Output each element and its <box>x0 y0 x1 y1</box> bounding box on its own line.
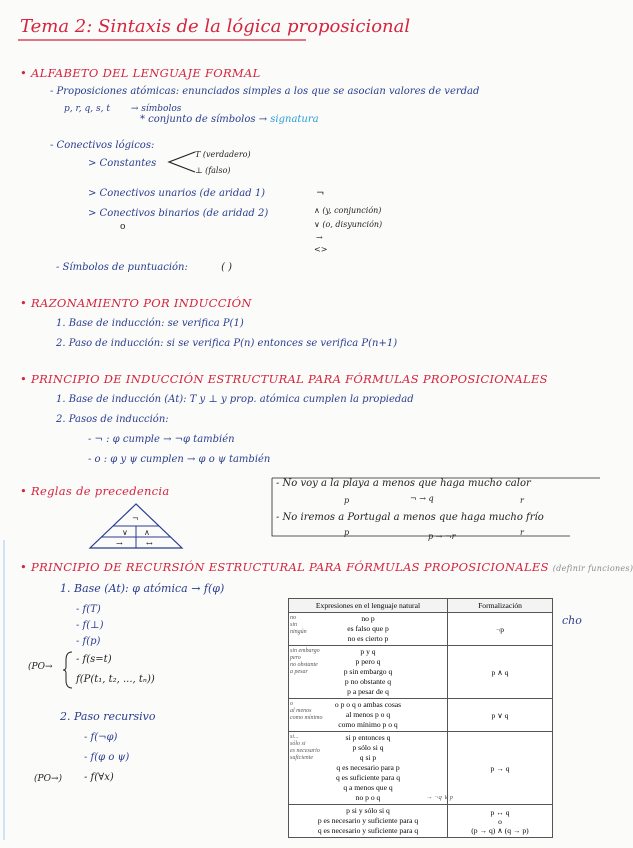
form-line: (p → q) ∧ (q → p) <box>471 825 529 835</box>
recursion-paso: 2. Paso recursivo <box>60 710 156 723</box>
expr-line: p es necesario y suficiente para q <box>317 816 419 825</box>
bullet: • <box>20 296 32 310</box>
table-row <box>289 699 553 732</box>
side-note: cho <box>562 614 582 627</box>
binarios-line: > Conectivos binarios (de aridad 2) <box>88 208 269 219</box>
expr-line: como mínimo p o q <box>338 720 398 729</box>
expr-line: no es cierto p <box>347 634 389 643</box>
expr-line: q es necesario para p <box>336 763 400 772</box>
puntuacion-sym: ( ) <box>221 262 233 273</box>
expr-cell <box>289 646 448 699</box>
bullet: • <box>20 560 32 574</box>
simbolos: → símbolos <box>130 104 182 114</box>
heading-precedencia-text: Reglas de precedencia <box>31 484 170 498</box>
proposiciones-line: - Proposiciones atómicas: enunciados simples a los que se asocian valores de verdad <box>50 86 480 97</box>
note-line: a pesar <box>290 669 308 675</box>
expr-line: q a menos que q <box>343 783 393 792</box>
bin-and: ∧ (y, conjunción) <box>314 206 382 215</box>
col-header-expr: Expresiones en el lenguaje natural <box>289 599 448 613</box>
expr-cell <box>289 805 448 838</box>
estructural-base: 1. Base de inducción (At): T y ⊥ y prop. atómica cumplen la propiedad <box>56 394 414 405</box>
note-line: si... <box>290 734 299 740</box>
expr-line: p sólo si q <box>352 743 384 752</box>
note-line: al menos <box>290 708 312 714</box>
signatura: signatura <box>270 114 319 125</box>
induccion-paso: 2. Paso de inducción: si se verifica P(n) entonces se verifica P(n+1) <box>56 338 398 349</box>
heading-estructural <box>20 372 548 386</box>
note-line: sólo si <box>290 741 306 747</box>
heading-recursion <box>20 560 633 574</box>
title-underline <box>18 38 308 42</box>
heading-precedencia <box>20 484 170 498</box>
expr-line: p pero q <box>355 657 381 666</box>
note-line: como mínimo <box>290 715 323 721</box>
rec-paso-1: - f(φ o ψ) <box>84 752 130 763</box>
note-line: no <box>290 615 296 621</box>
expr-line: si p entonces q <box>345 733 391 742</box>
recursion-base: 1. Base (At): φ atómica → f(φ) <box>60 582 225 595</box>
estructural-bin: - o : φ y ψ cumplen → φ o ψ también <box>88 454 271 465</box>
rec-item-4: f(P(t₁, t₂, ..., tₙ)) <box>76 674 155 685</box>
po2-label: (PO→) <box>34 774 62 784</box>
po-label: (PO→ <box>28 662 53 672</box>
example-2: - No iremos a Portugal a menos que haga mucho frío <box>276 512 544 523</box>
table-row <box>289 732 553 805</box>
form-cell: ¬p <box>448 613 553 646</box>
estructural-neg: - ¬ : φ cumple → ¬φ también <box>88 434 235 445</box>
pyr-or: ∨ <box>122 528 128 537</box>
note-line: suficiente <box>290 755 313 761</box>
const-top-text: T (verdadero) <box>195 150 251 159</box>
table-row <box>289 646 553 699</box>
pyr-imp: → <box>116 539 123 548</box>
const-top <box>195 150 251 159</box>
vars-line <box>64 104 181 114</box>
rec-item-2: - f(p) <box>76 636 101 647</box>
const-bot <box>195 166 231 175</box>
expr-line: es falso que p <box>347 624 389 633</box>
note-line: sin embargo <box>290 648 320 654</box>
col-header-form: Formalización <box>448 599 553 613</box>
ex1-r: r <box>520 496 524 505</box>
bullet: • <box>20 484 32 498</box>
form-cell <box>448 805 553 838</box>
rec-item-1: - f(⊥) <box>76 620 104 631</box>
conjunto-line <box>140 114 319 125</box>
estructural-pasos: 2. Pasos de inducción: <box>56 414 169 425</box>
note-line: pero <box>290 655 301 661</box>
expr-line: no p <box>361 614 375 623</box>
table-row <box>289 805 553 838</box>
expr-cell <box>289 732 453 805</box>
heading-alfabeto-text: ALFABETO DEL LENGUAJE FORMAL <box>31 66 261 80</box>
bullet: • <box>20 66 32 80</box>
pyr-iff: ↔ <box>146 539 153 548</box>
ex2-p: p <box>344 528 350 537</box>
conjunto: * conjunto de símbolos → <box>140 114 271 125</box>
rec-item-3: - f(s=t) <box>76 654 112 665</box>
expr-line: o p o q o ambas cosas <box>334 700 402 709</box>
form-line: o <box>498 816 502 826</box>
handwritten-notes <box>290 615 307 636</box>
const-bot-text: ⊥ (falso) <box>195 166 231 175</box>
bullet: • <box>20 372 32 386</box>
page-title: Tema 2: Sintaxis de la lógica proposicional <box>20 16 411 37</box>
bin-or: ∨ (o, disyunción) <box>314 220 383 229</box>
note-line: sin <box>290 622 298 628</box>
heading-estructural-text: PRINCIPIO DE INDUCCIÓN ESTRUCTURAL PARA FÓRMULAS PROPOSICIONALES <box>31 372 548 386</box>
expr-line: p si y sólo si q <box>346 806 390 815</box>
puntuacion-line <box>56 262 232 273</box>
form-cell: p ∧ q <box>448 646 553 699</box>
expr-cell <box>289 613 448 646</box>
pyr-and: ∧ <box>144 528 150 537</box>
handwritten-notes <box>290 648 320 676</box>
extra-note: → ¬q ∨ p <box>425 794 453 801</box>
bin-iff: <> <box>314 245 328 254</box>
heading-alfabeto <box>20 66 261 80</box>
formalization-table <box>288 598 553 838</box>
unario-symbol: ¬ <box>316 188 325 199</box>
induccion-base: 1. Base de inducción: se verifica P(1) <box>56 318 244 329</box>
expr-line: q es suficiente para q <box>335 773 401 782</box>
circle-symbol: o <box>120 222 126 232</box>
note-line: ningún <box>290 629 307 635</box>
precedence-pyramid <box>86 502 186 550</box>
margin-line <box>3 540 5 840</box>
rec-po2-item: - f(∀x) <box>84 772 114 783</box>
heading-recursion-note: (definir funciones) <box>552 564 633 573</box>
heading-recursion-text: PRINCIPIO DE RECURSIÓN ESTRUCTURAL PARA FÓRMULAS PROPOSICIONALES <box>31 560 549 574</box>
form-cell: p → q <box>448 732 553 805</box>
expr-line: no p o q <box>355 793 381 802</box>
note-line: es necesario <box>290 748 320 754</box>
expr-line: p no obstante q <box>344 677 392 686</box>
expr-line: p a pesar de q <box>347 687 389 696</box>
vars: p, r, q, s, t <box>64 104 110 114</box>
expr-cell <box>289 699 448 732</box>
expr-line: p sin embargo q <box>343 667 393 676</box>
heading-induccion <box>20 296 252 310</box>
handwritten-notes <box>290 701 323 722</box>
handwritten-notes <box>290 734 320 762</box>
note-line: o <box>290 701 293 707</box>
table-body <box>289 613 553 838</box>
expr-line: q es necesario y suficiente para q <box>317 826 419 835</box>
ex1-f: ¬ → q <box>410 494 434 503</box>
expr-line: al menos p o q <box>345 710 391 719</box>
form-line: p ↔ q <box>490 807 510 817</box>
table-row <box>289 613 553 646</box>
ex2-f: p → ¬r <box>428 532 456 541</box>
rec-item-0: - f(T) <box>76 604 101 615</box>
unarios-line: > Conectivos unarios (de aridad 1) <box>88 188 266 199</box>
note-line: no obstante <box>290 662 318 668</box>
ex2-r: r <box>520 528 524 537</box>
expr-line: q si p <box>359 753 377 762</box>
bin-imp: → <box>316 233 323 242</box>
ex1-p: p <box>344 496 350 505</box>
conectivos-line: - Conectivos lógicos: <box>50 140 155 151</box>
po-brace <box>62 650 74 690</box>
expr-line: p y q <box>360 647 376 656</box>
puntuacion: - Símbolos de puntuación: <box>56 262 188 273</box>
form-cell: p ∨ q <box>448 699 553 732</box>
pyr-neg: ¬ <box>132 514 139 523</box>
constantes-line: > Constantes <box>88 158 157 169</box>
rec-paso-0: - f(¬φ) <box>84 732 118 743</box>
heading-induccion-text: RAZONAMIENTO POR INDUCCIÓN <box>31 296 252 310</box>
example-1: - No voy a la playa a menos que haga mucho calor <box>276 478 531 489</box>
